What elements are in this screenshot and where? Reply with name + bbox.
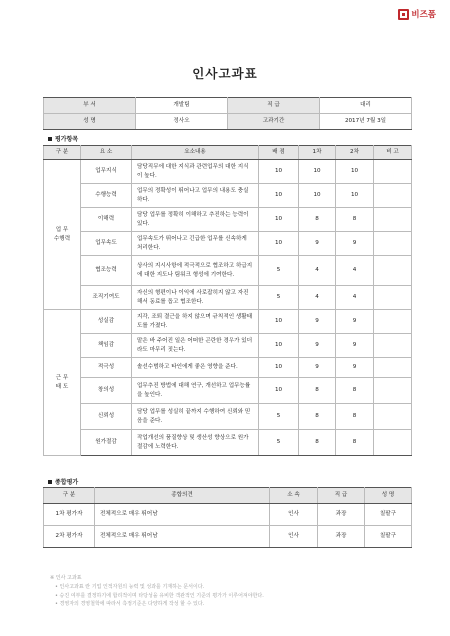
col-weight: 배 점 [259, 146, 299, 160]
dept-value: 개발팀 [136, 98, 228, 114]
element-name: 업무지식 [81, 160, 132, 184]
dept-label: 부 서 [44, 98, 136, 114]
rank-cell: 과장 [318, 504, 365, 526]
brand-logo [398, 8, 436, 20]
eval-row [44, 256, 412, 286]
eval-row [44, 232, 412, 256]
weight-cell: 10 [259, 184, 299, 208]
period-label: 고과기간 [228, 114, 320, 130]
square-bullet-icon [48, 137, 52, 141]
col-element: 요 소 [81, 146, 132, 160]
eval-row [44, 208, 412, 232]
eval-row [44, 184, 412, 208]
col-group: 구 분 [44, 488, 95, 504]
remark-cell [374, 310, 412, 334]
note-item: • 인사고과표 란 기업 인적자원의 능력 및 성과를 기재하는 문서이다. [55, 583, 205, 590]
rank-cell: 과장 [318, 526, 365, 548]
second-score-cell: 8 [336, 404, 374, 430]
element-name: 적극성 [81, 358, 132, 378]
first-score-cell: 10 [299, 160, 336, 184]
col-content: 요소내용 [132, 146, 259, 160]
eval-row [44, 430, 412, 456]
remark-cell [374, 232, 412, 256]
element-content: 자신의 형편이나 이익에 사로잡히지 않고 자진해서 동료를 돕고 협조한다. [132, 286, 259, 310]
evaluator-cell: 2차 평가자 [44, 526, 95, 548]
weight-cell: 5 [259, 286, 299, 310]
eval-row [44, 160, 412, 184]
element-name: 조직기여도 [81, 286, 132, 310]
eval-row [44, 334, 412, 358]
eval-row [44, 378, 412, 404]
element-name: 성실감 [81, 310, 132, 334]
second-score-cell: 9 [336, 232, 374, 256]
first-score-cell: 4 [299, 256, 336, 286]
evaluation-table [43, 145, 412, 456]
eval-row [44, 358, 412, 378]
remark-cell [374, 358, 412, 378]
first-score-cell: 8 [299, 430, 336, 456]
first-score-cell: 10 [299, 184, 336, 208]
element-content: 담당 업무를 정확히 이해하고 추진하는 능력이 있다. [132, 208, 259, 232]
employee-info-table [43, 97, 412, 130]
summary-header-row [44, 488, 412, 504]
second-score-cell: 8 [336, 430, 374, 456]
weight-cell: 10 [259, 310, 299, 334]
weight-cell: 10 [259, 334, 299, 358]
first-score-cell: 9 [299, 232, 336, 256]
opinion-cell: 전체적으로 매우 뛰어남 [95, 504, 270, 526]
first-score-cell: 8 [299, 404, 336, 430]
first-score-cell: 8 [299, 208, 336, 232]
eval-header-row [44, 146, 412, 160]
weight-cell: 5 [259, 430, 299, 456]
element-content: 업무의 정확성이 뛰어나고 업무의 내용도 충실하다. [132, 184, 259, 208]
note-item: • 경영자의 경영철학에 따라서 측정기준은 다양하게 작성 할 수 있다. [55, 601, 205, 608]
name-label: 성 명 [44, 114, 136, 130]
square-bullet-icon [48, 480, 52, 484]
element-name: 이해력 [81, 208, 132, 232]
page-title: 인사고과표 [192, 66, 258, 81]
col-group: 구 분 [44, 146, 81, 160]
name-cell: 칠팔구 [365, 504, 412, 526]
second-score-cell: 4 [336, 286, 374, 310]
info-row [44, 114, 412, 130]
name-value: 정사오 [136, 114, 228, 130]
element-name: 수행능력 [81, 184, 132, 208]
opinion-cell: 전체적으로 매우 뛰어남 [95, 526, 270, 548]
weight-cell: 10 [259, 378, 299, 404]
weight-cell: 10 [259, 208, 299, 232]
remark-cell [374, 334, 412, 358]
element-name: 신뢰성 [81, 404, 132, 430]
element-name: 원가절감 [81, 430, 132, 456]
eval-section-title: 평가항목 [55, 136, 79, 143]
summary-section-heading [48, 477, 78, 486]
eval-row [44, 310, 412, 334]
evaluator-cell: 1차 평가자 [44, 504, 95, 526]
element-content: 담당 업무를 성실히 끝까지 수행하여 신뢰와 믿음을 준다. [132, 404, 259, 430]
first-score-cell: 8 [299, 378, 336, 404]
col-remark: 비 고 [374, 146, 412, 160]
element-content: 담당직무에 대한 지식과 관련업무의 대한 지식이 높다. [132, 160, 259, 184]
weight-cell: 5 [259, 256, 299, 286]
element-content: 솔선수범하고 타인에게 좋은 영향을 준다. [132, 358, 259, 378]
second-score-cell: 9 [336, 310, 374, 334]
second-score-cell: 9 [336, 334, 374, 358]
notes-heading: ※ 인사 고과표 [50, 575, 82, 581]
second-score-cell: 8 [336, 208, 374, 232]
col-opinion: 종합의견 [95, 488, 270, 504]
logo-text: 비즈폼 [411, 10, 436, 20]
summary-row [44, 526, 412, 548]
element-content: 지각, 조퇴 결근을 하지 않으며 규칙적인 생활태도를 가졌다. [132, 310, 259, 334]
summary-table [43, 487, 412, 548]
remark-cell [374, 404, 412, 430]
remark-cell [374, 430, 412, 456]
col-first: 1차 [299, 146, 336, 160]
element-name: 협조능력 [81, 256, 132, 286]
second-score-cell: 9 [336, 358, 374, 378]
group-label: 근 무 태 도 [44, 310, 81, 456]
first-score-cell: 9 [299, 310, 336, 334]
element-content: 상사의 지시사항에 적극적으로 협조하고 하급지에 대한 지도나 팀워크 형성에 기여한다. [132, 256, 259, 286]
remark-cell [374, 378, 412, 404]
eval-row [44, 286, 412, 310]
weight-cell: 10 [259, 160, 299, 184]
rank-value: 대리 [320, 98, 412, 114]
second-score-cell: 8 [336, 378, 374, 404]
second-score-cell: 4 [336, 256, 374, 286]
note-item: • 승진 여부를 결정하기에 합리적이며 타당성을 유비한 객관적인 기준의 평가가 이루어져야한다. [55, 592, 264, 599]
remark-cell [374, 256, 412, 286]
remark-cell [374, 184, 412, 208]
element-content: 업무속도가 뛰어나고 긴급한 업무를 신속하게 처리한다. [132, 232, 259, 256]
remark-cell [374, 208, 412, 232]
dept-cell: 인사 [270, 526, 318, 548]
first-score-cell: 9 [299, 358, 336, 378]
summary-row [44, 504, 412, 526]
logo-mark-icon [398, 9, 409, 20]
group-label: 업 무 수행력 [44, 160, 81, 310]
remark-cell [374, 160, 412, 184]
element-name: 책임감 [81, 334, 132, 358]
element-content: 맡은 바 주어진 일은 어떠한 곤란한 경우가 있더라도 마무리 짓는다. [132, 334, 259, 358]
col-second: 2차 [336, 146, 374, 160]
notes [50, 574, 264, 609]
name-cell: 칠팔구 [365, 526, 412, 548]
first-score-cell: 9 [299, 334, 336, 358]
col-rank: 직 급 [318, 488, 365, 504]
col-dept: 소 속 [270, 488, 318, 504]
element-content: 업무추진 방법에 대해 연구, 개선하고 업무능률을 높인다. [132, 378, 259, 404]
element-name: 창의성 [81, 378, 132, 404]
weight-cell: 10 [259, 358, 299, 378]
weight-cell: 5 [259, 404, 299, 430]
element-content: 작업개선의 품질향상 및 생산성 향상으로 원가절감에 노력한다. [132, 430, 259, 456]
eval-section-heading [48, 134, 78, 143]
info-row [44, 98, 412, 114]
rank-label: 직 급 [228, 98, 320, 114]
first-score-cell: 4 [299, 286, 336, 310]
summary-section-title: 종합평가 [55, 479, 79, 486]
dept-cell: 인사 [270, 504, 318, 526]
element-name: 업무속도 [81, 232, 132, 256]
weight-cell: 10 [259, 232, 299, 256]
second-score-cell: 10 [336, 160, 374, 184]
period-value: 2017년 7월 3일 [320, 114, 412, 130]
eval-row [44, 404, 412, 430]
col-name: 성 명 [365, 488, 412, 504]
second-score-cell: 10 [336, 184, 374, 208]
remark-cell [374, 286, 412, 310]
